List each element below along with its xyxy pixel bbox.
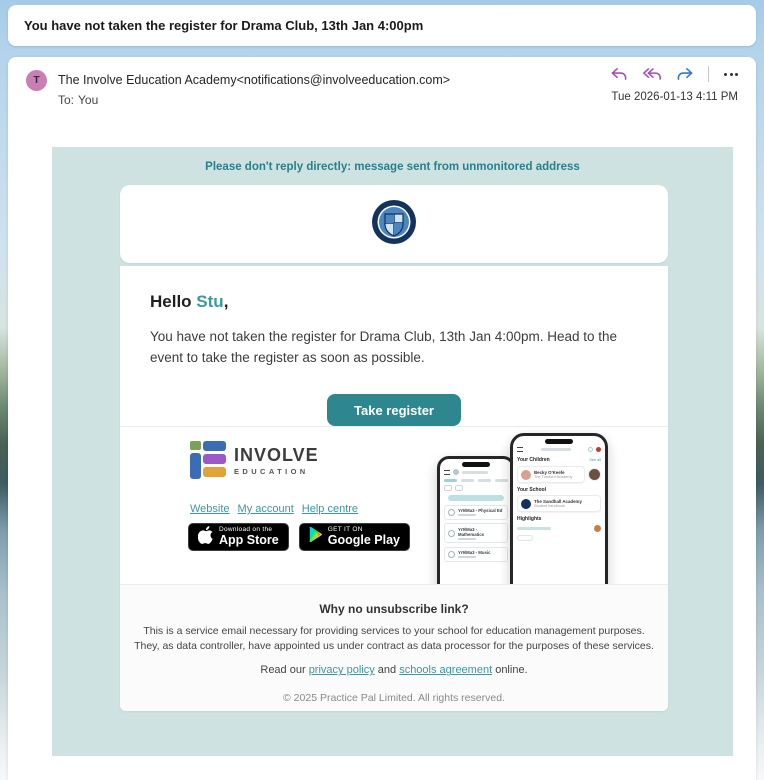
subject-bar (8, 5, 756, 46)
brand-name: INVOLVE (234, 444, 319, 465)
email-content-card (120, 266, 668, 711)
school-logo-card (120, 185, 668, 263)
greeting-hello: Hello (150, 292, 192, 311)
school-crest-icon (371, 199, 417, 250)
greeting: Hello Stu, (150, 292, 229, 311)
to-value: You (78, 93, 99, 107)
forward-icon[interactable] (675, 66, 695, 82)
footer-line-2: They, as data controller, have appointed us under contract as data processor for the purposes of these services. (134, 640, 654, 653)
avatar-letter: T (33, 75, 40, 86)
to-label: To: (58, 93, 75, 107)
appstore-tagline: Download on the (219, 526, 273, 534)
more-options-button[interactable] (722, 70, 740, 79)
googleplay-tagline: GET IT ON (327, 526, 363, 534)
footer-title: Why no unsubscribe link? (319, 602, 469, 616)
copyright-line: © 2025 Practice Pal Limited. All rights reserved. (283, 692, 505, 705)
recipient-line[interactable] (58, 93, 98, 107)
brand-subtitle: EDUCATION (234, 466, 309, 476)
privacy-policy-link[interactable]: privacy policy (308, 664, 375, 677)
timetable-item: Yr9/Ma3 - Music (444, 547, 508, 562)
timetable-item: Yr9/Ma3 - Physical Ed (444, 505, 508, 520)
message-date: Tue 2026-01-13 4:11 PM (611, 91, 738, 103)
footer-links (190, 503, 358, 515)
store-badges (188, 523, 410, 551)
sender-name[interactable]: The Involve Education Academy<notifications@involveeducation.com> (58, 73, 451, 87)
involve-brand (190, 441, 319, 479)
my-account-link[interactable]: My account (237, 503, 294, 515)
google-play-badge[interactable] (299, 523, 410, 551)
appstore-label: App Store (219, 532, 279, 547)
take-register-button[interactable]: Take register (327, 394, 461, 426)
google-play-icon (309, 527, 322, 547)
help-centre-link[interactable]: Help centre (301, 503, 359, 515)
actions-divider (708, 66, 709, 82)
involve-logo-icon (190, 441, 226, 479)
reply-icon[interactable] (609, 66, 629, 82)
message-pane (8, 57, 756, 780)
website-link[interactable]: Website (190, 503, 230, 515)
phone-mockup-home: Your Children See all Becky O'Keefe The Turnford Academy Your School The Sandhall Academy Student handbook Highlights (510, 433, 608, 584)
googleplay-label: Google Play (327, 532, 400, 547)
email-body-text: You have not taken the register for Drama Club, 13th Jan 4:00pm. Head to the event to take the register as soon as possible. (150, 329, 618, 365)
schools-agreement-link[interactable]: schools agreement (399, 664, 493, 677)
sender-avatar[interactable] (26, 70, 47, 91)
apple-icon (198, 526, 213, 549)
timetable-item: Yr9/Ma3 - Mathematics (444, 523, 508, 543)
phone-mockup-timetable (437, 456, 515, 584)
unmonitored-banner: Please don't reply directly: message sent from unmonitored address (205, 161, 580, 173)
footer-line-1: This is a service email necessary for providing services to your school for education management purposes. (143, 625, 645, 637)
reply-all-icon[interactable] (642, 66, 662, 82)
message-actions (609, 66, 740, 82)
greeting-name: Stu (196, 292, 224, 311)
app-screenshots (435, 427, 668, 584)
email-footer (120, 584, 668, 711)
email-subject: You have not taken the register for Drama Club, 13th Jan 4:00pm (24, 18, 424, 33)
email-body-background (52, 147, 733, 756)
app-promo-section (120, 426, 668, 584)
footer-read-line: Read our privacy policy and schools agreement online. (260, 664, 528, 677)
app-store-badge[interactable] (188, 523, 289, 551)
